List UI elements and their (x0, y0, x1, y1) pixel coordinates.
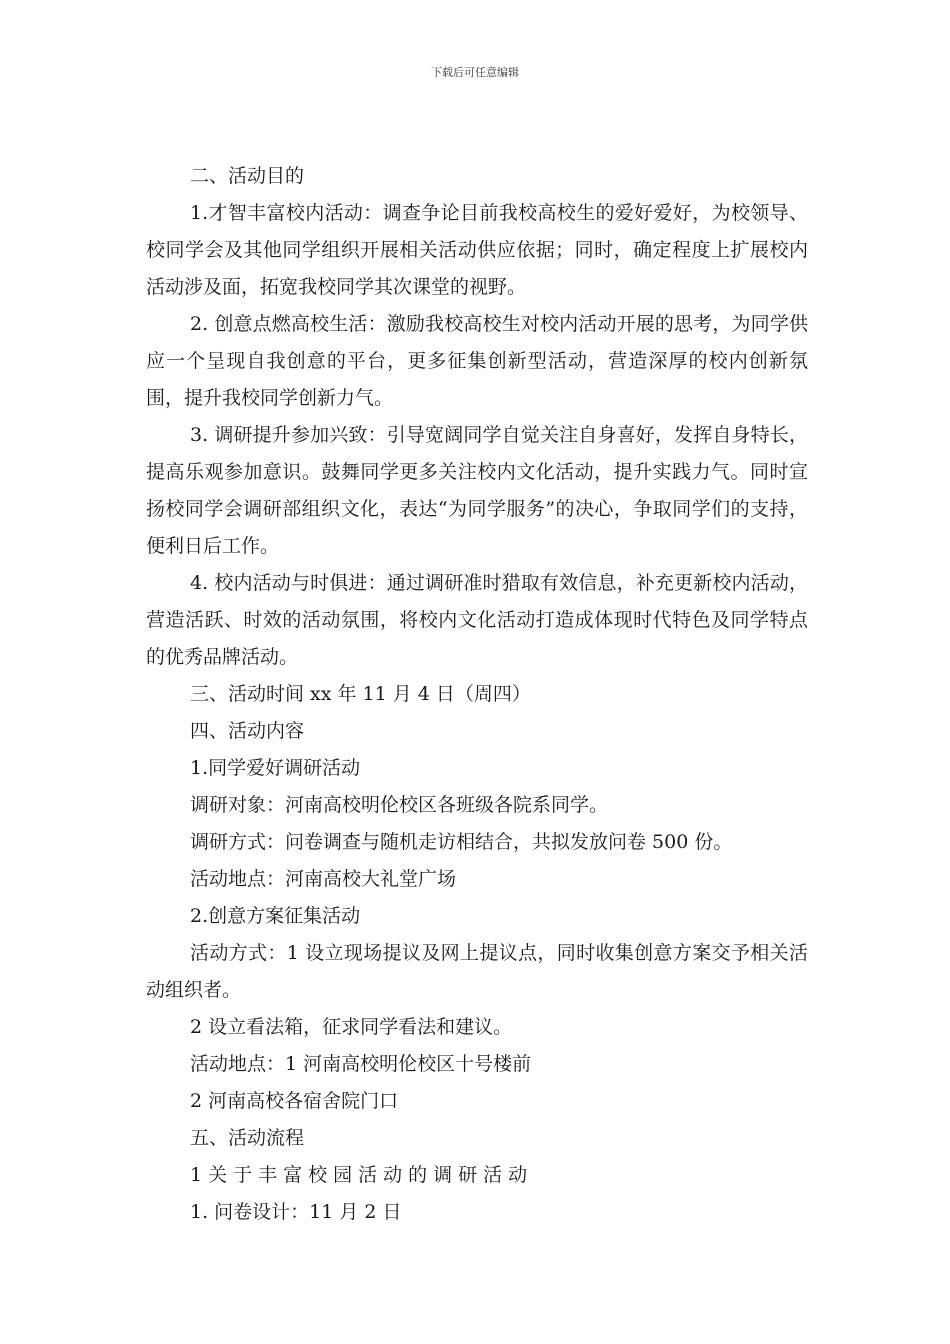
section-heading-goals: 二、活动目的 (190, 165, 305, 187)
collect-place-2: 2 河南高校各宿舍院门口 (190, 1090, 399, 1112)
survey-method: 调研方式：问卷调查与随机走访相结合，共拟发放问卷 500 份。 (190, 831, 733, 853)
process-item-1-1: 1. 问卷设计：11 月 2 日 (190, 1201, 402, 1223)
collect-method-2: 2 设立看法箱，征求同学看法和建议。 (190, 1016, 513, 1038)
document-body (146, 158, 808, 1231)
section-heading-process: 五、活动流程 (190, 1127, 305, 1149)
content-item-2-title: 2.创意方案征集活动 (190, 905, 361, 927)
survey-target: 调研对象：河南高校明伦校区各班级各院系同学。 (190, 794, 609, 816)
section-heading-time: 三、活动时间 xx 年 11 月 4 日（周四） (190, 683, 531, 705)
collect-method: 活动方式：1 设立现场提议及网上提议点，同时收集创意方案交予相关活动组织者。 (146, 942, 808, 1001)
content-item-1-title: 1.同学爱好调研活动 (190, 757, 361, 779)
goal-paragraph-2: 2. 创意点燃高校生活：激励我校高校生对校内活动开展的思考，为同学供应一个呈现自我创意的平台，更多征集创新型活动，营造深厚的校内创新氛围，提升我校同学创新力气。 (146, 313, 808, 409)
page-header: 下载后可任意编辑 (431, 66, 519, 79)
survey-place: 活动地点：河南高校大礼堂广场 (190, 868, 457, 890)
process-item-1: 1关于丰富校园活动的调研活动 (190, 1164, 534, 1186)
collect-place-1: 活动地点：1 河南高校明伦校区十号楼前 (190, 1053, 532, 1075)
goal-paragraph-3: 3. 调研提升参加兴致：引导宽阔同学自觉关注自身喜好，发挥自身特长，提高乐观参加意识。鼓舞同学更多关注校内文化活动，提升实践力气。同时宣扬校同学会调研部组织文化，表达“为同学服务”的决心，争取同学们的支持，便利日后工作。 (146, 424, 808, 557)
section-heading-content: 四、活动内容 (190, 720, 305, 742)
goal-paragraph-1: 1.才智丰富校内活动：调查争论目前我校高校生的爱好爱好，为校领导、校同学会及其他同学组织开展相关活动供应依据；同时，确定程度上扩展校内活动涉及面，拓宽我校同学其次课堂的视野。 (146, 202, 808, 298)
goal-paragraph-4: 4. 校内活动与时俱进：通过调研准时猎取有效信息，补充更新校内活动，营造活跃、时效的活动氛围，将校内文化活动打造成体现时代特色及同学特点的优秀品牌活动。 (146, 572, 808, 668)
